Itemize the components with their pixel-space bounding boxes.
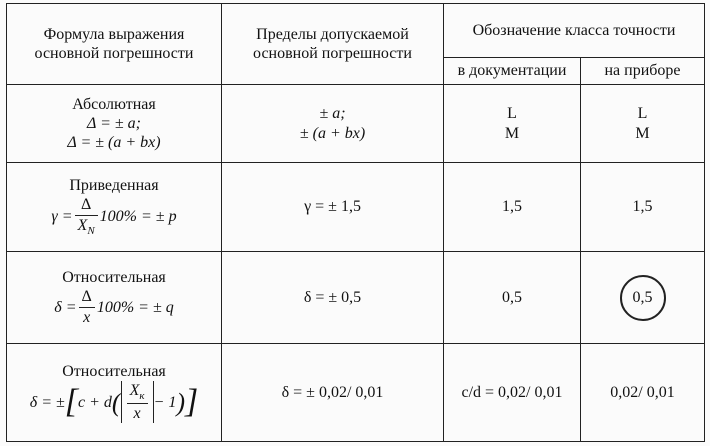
device-line: M [635,124,650,142]
doc-line: L [507,105,517,123]
error-type-name: Относительная [62,269,166,287]
limits-cell [222,85,444,163]
denominator-symbol: X [77,216,88,234]
error-type-name: Приведенная [69,177,159,195]
header-designation: Обозначение класса точности [444,4,705,58]
fraction-denominator: x [83,308,91,326]
header-row [7,4,705,58]
formula-right: 100% = ± p [99,208,177,225]
limits-cell: γ = ± 1,5 [222,163,444,252]
formula-cell [7,163,222,252]
formula-cell [7,252,222,344]
header-on-device: на приборе [581,58,705,85]
fraction-denominator: x [133,405,141,423]
device-cell [581,252,705,344]
error-type-name: Абсолютная [72,95,156,113]
header-formula: Формула выражения основной погрешности [7,4,222,85]
header-in-docs: в документации [444,58,581,85]
numerator-subscript: к [139,389,145,402]
left-paren: ( [111,387,121,417]
doc-line: M [504,124,520,142]
formula-left: γ = [51,208,73,225]
fraction-numerator: Δ [79,287,95,307]
table-row [7,344,705,442]
formula-prefix: δ = ± [29,393,65,411]
limits-cell: δ = ± 0,5 [222,252,444,344]
formula [51,195,176,237]
formula-left: δ = [54,298,77,316]
formula-line: Δ = ± (a + bx) [67,134,161,152]
device-line: L [637,105,648,123]
accuracy-class-table [6,3,705,442]
limits-line: ± (a + bx) [299,124,366,142]
circled-class-mark: 0,5 [620,275,666,321]
fraction [127,381,148,423]
fraction-denominator [75,216,98,238]
formula-line: Δ = ± a; [86,114,141,132]
table-row [7,85,705,163]
right-bracket: ] [185,383,199,421]
formula-tail: − 1 [153,393,177,411]
formula-c-d: c + d [78,393,112,411]
table-row [7,252,705,344]
formula-right: 100% = ± q [96,298,174,316]
right-paren: ) [176,387,185,417]
error-type-name: Относительная [62,362,166,380]
absolute-value [121,381,154,423]
formula [30,381,198,423]
formula-cell [7,344,222,442]
denominator-subscript: N [87,224,95,237]
device-cell: 0,02/ 0,01 [581,344,705,442]
doc-cell: 1,5 [444,163,581,252]
header-limits: Пределы допускаемой основной погрешности [222,4,444,85]
fraction-numerator: Δ [75,195,98,215]
device-cell: 1,5 [581,163,705,252]
formula-cell [7,85,222,163]
fraction [75,195,98,237]
doc-cell: c/d = 0,02/ 0,01 [444,344,581,442]
formula [54,287,173,326]
numerator-symbol: X [129,381,140,399]
limits-line: ± a; [319,105,346,123]
fraction-numerator [127,381,148,404]
doc-cell [444,85,581,163]
table-row [7,163,705,252]
fraction [79,287,95,326]
doc-cell: 0,5 [444,252,581,344]
limits-cell: δ = ± 0,02/ 0,01 [222,344,444,442]
device-cell [581,85,705,163]
left-bracket: [ [64,383,79,421]
